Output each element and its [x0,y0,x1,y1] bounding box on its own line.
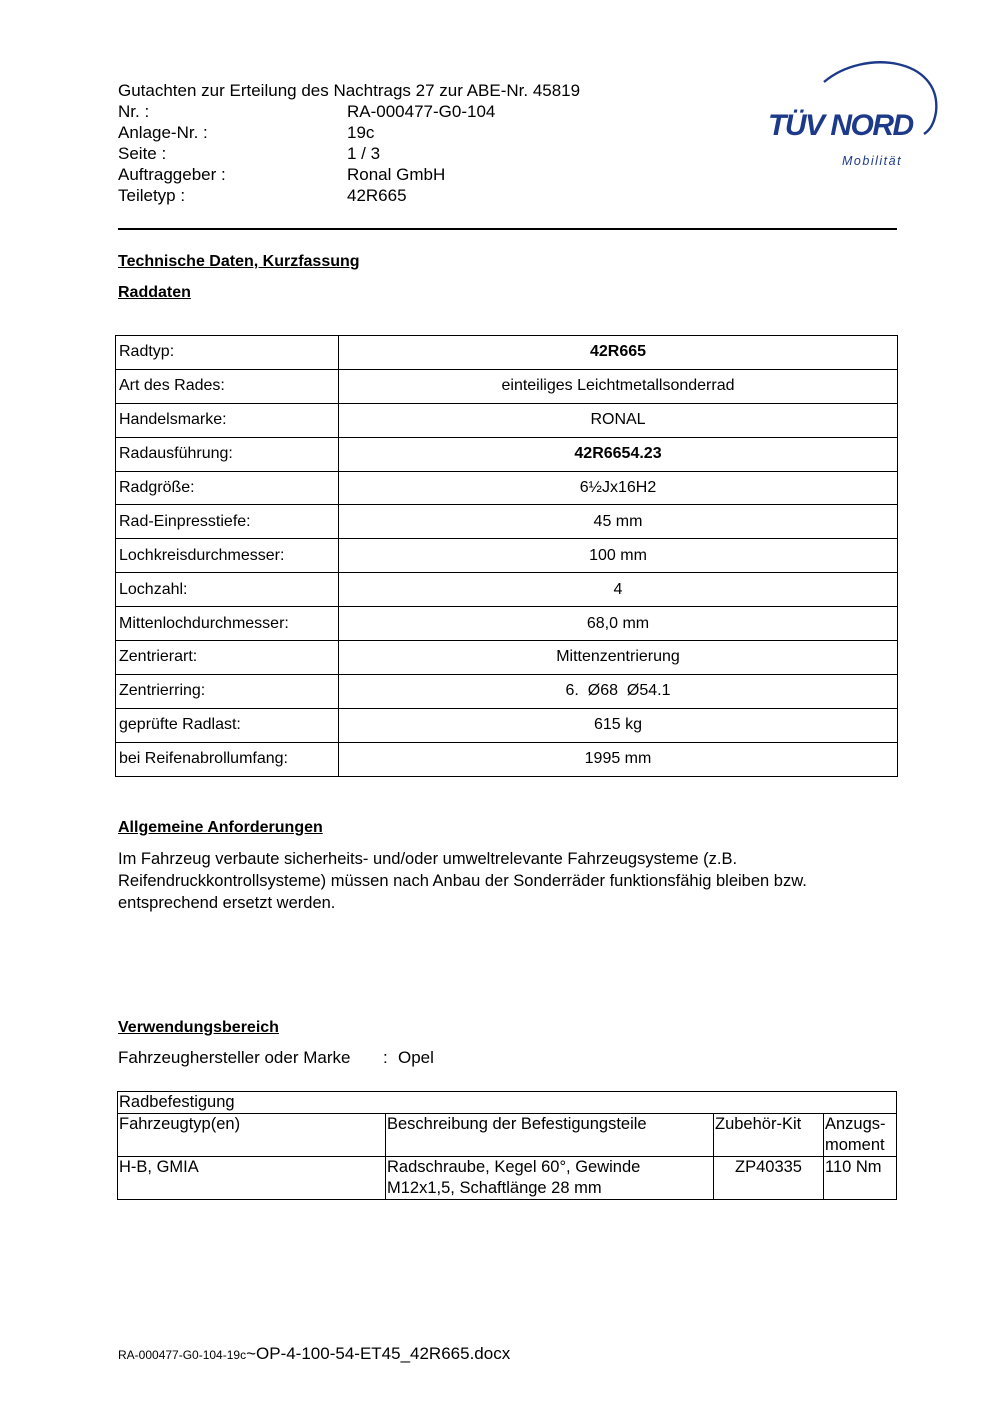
table-row [116,336,898,370]
row-label: Radgröße: [116,471,339,505]
header-row-number [118,101,496,122]
row-value: 6½Jx16H2 [339,471,898,505]
cell-torque: 110 Nm [824,1157,897,1200]
row-label: Radausführung: [116,437,339,471]
row-value: 615 kg [339,708,898,742]
header-vehicle: Fahrzeugtyp(en) [118,1114,386,1157]
row-label: bei Reifenabrollumfang: [116,742,339,776]
header-value: 1 / 3 [347,144,381,163]
row-value: 1995 mm [339,742,898,776]
header-row-page [118,143,381,164]
row-label: Rad-Einpresstiefe: [116,505,339,539]
header-description: Beschreibung der Befestigungsteile [386,1114,714,1157]
wheel-mounting-table [117,1091,897,1200]
table-row [116,641,898,675]
row-label: Zentrierart: [116,641,339,675]
section-title-wheel: Raddaten [118,284,191,301]
cell-vehicle: H-B, GMIA [118,1157,386,1200]
row-value: einteiliges Leichtmetallsonderrad [339,369,898,403]
row-value: 4 [339,573,898,607]
wheel-data-table [115,335,898,777]
footer-filename [118,1344,510,1364]
header-label: Auftraggeber : [118,165,226,184]
table-row [116,471,898,505]
requirements-line: Reifendruckkontrollsysteme) müssen nach Anbau der Sonderräder funktionsfähig bleiben bzw. [118,872,807,890]
header-label: Anlage-Nr. : [118,123,208,142]
table-header-row [118,1114,897,1157]
row-label: geprüfte Radlast: [116,708,339,742]
header-row-client [118,164,446,185]
row-value: Mittenzentrierung [339,641,898,675]
table-row [116,742,898,776]
header-label: Seite : [118,144,167,163]
row-value: 42R665 [339,336,898,370]
logo-arc-icon [764,56,944,176]
footer-large-text: ~OP-4-100-54-ET45_42R665.docx [246,1344,511,1363]
tuv-nord-logo [764,56,944,176]
cell-description [386,1157,714,1200]
header-torque [824,1114,897,1157]
row-value: 42R6654.23 [339,437,898,471]
table-row [116,505,898,539]
section-title-tech: Technische Daten, Kurzfassung [118,253,360,270]
row-value: RONAL [339,403,898,437]
row-label: Mittenlochdurchmesser: [116,607,339,641]
header-label: Teiletyp : [118,186,186,205]
requirements-text [118,848,898,914]
row-value: 68,0 mm [339,607,898,641]
row-label: Art des Rades: [116,369,339,403]
table-row [116,369,898,403]
maker-value: Opel [398,1048,434,1067]
table-row [116,674,898,708]
footer-small-text: RA-000477-G0-104-19c [118,1348,247,1362]
description-line: M12x1,5, Schaftlänge 28 mm [387,1179,602,1197]
table-row [116,573,898,607]
table-row [116,708,898,742]
row-label: Handelsmarke: [116,403,339,437]
header-row-part-type [118,185,407,206]
header-divider [118,228,897,230]
vehicle-maker-line [118,1048,434,1068]
header-kit: Zubehör-Kit [714,1114,824,1157]
logo-brand-text: TÜV NORD [768,109,913,142]
requirements-line: entsprechend ersetzt werden. [118,894,336,912]
header-value: 42R665 [347,186,407,205]
description-line: Radschraube, Kegel 60°, Gewinde [387,1158,641,1176]
maker-separator: : [383,1048,388,1067]
table-row [116,607,898,641]
header-row-attachment [118,122,375,143]
row-label: Lochzahl: [116,573,339,607]
row-label: Radtyp: [116,336,339,370]
section-title-usage: Verwendungsbereich [118,1019,279,1036]
row-value: 100 mm [339,539,898,573]
logo-sub-text: Mobilität [842,154,903,168]
requirements-line: Im Fahrzeug verbaute sicherheits- und/oder umweltrelevante Fahrzeugsysteme (z.B. [118,850,738,868]
table-row [116,403,898,437]
header-value: Ronal GmbH [347,165,446,184]
header-label: Nr. : [118,102,150,121]
table-caption-row [118,1092,897,1114]
header-torque-line: moment [825,1136,885,1154]
row-value: 6. Ø68 Ø54.1 [339,674,898,708]
cell-kit: ZP40335 [714,1157,824,1200]
row-label: Zentrierring: [116,674,339,708]
row-label: Lochkreisdurchmesser: [116,539,339,573]
document-title: Gutachten zur Erteilung des Nachtrags 27 zur ABE-Nr. 45819 [118,81,581,100]
table-row [116,437,898,471]
section-title-requirements: Allgemeine Anforderungen [118,819,323,836]
table-row [116,539,898,573]
row-value: 45 mm [339,505,898,539]
table-row [118,1157,897,1200]
header-value: RA-000477-G0-104 [347,102,496,121]
maker-label: Fahrzeughersteller oder Marke [118,1048,351,1067]
mounting-caption: Radbefestigung [118,1092,897,1114]
header-torque-line: Anzugs- [825,1115,886,1133]
header-value: 19c [347,123,375,142]
